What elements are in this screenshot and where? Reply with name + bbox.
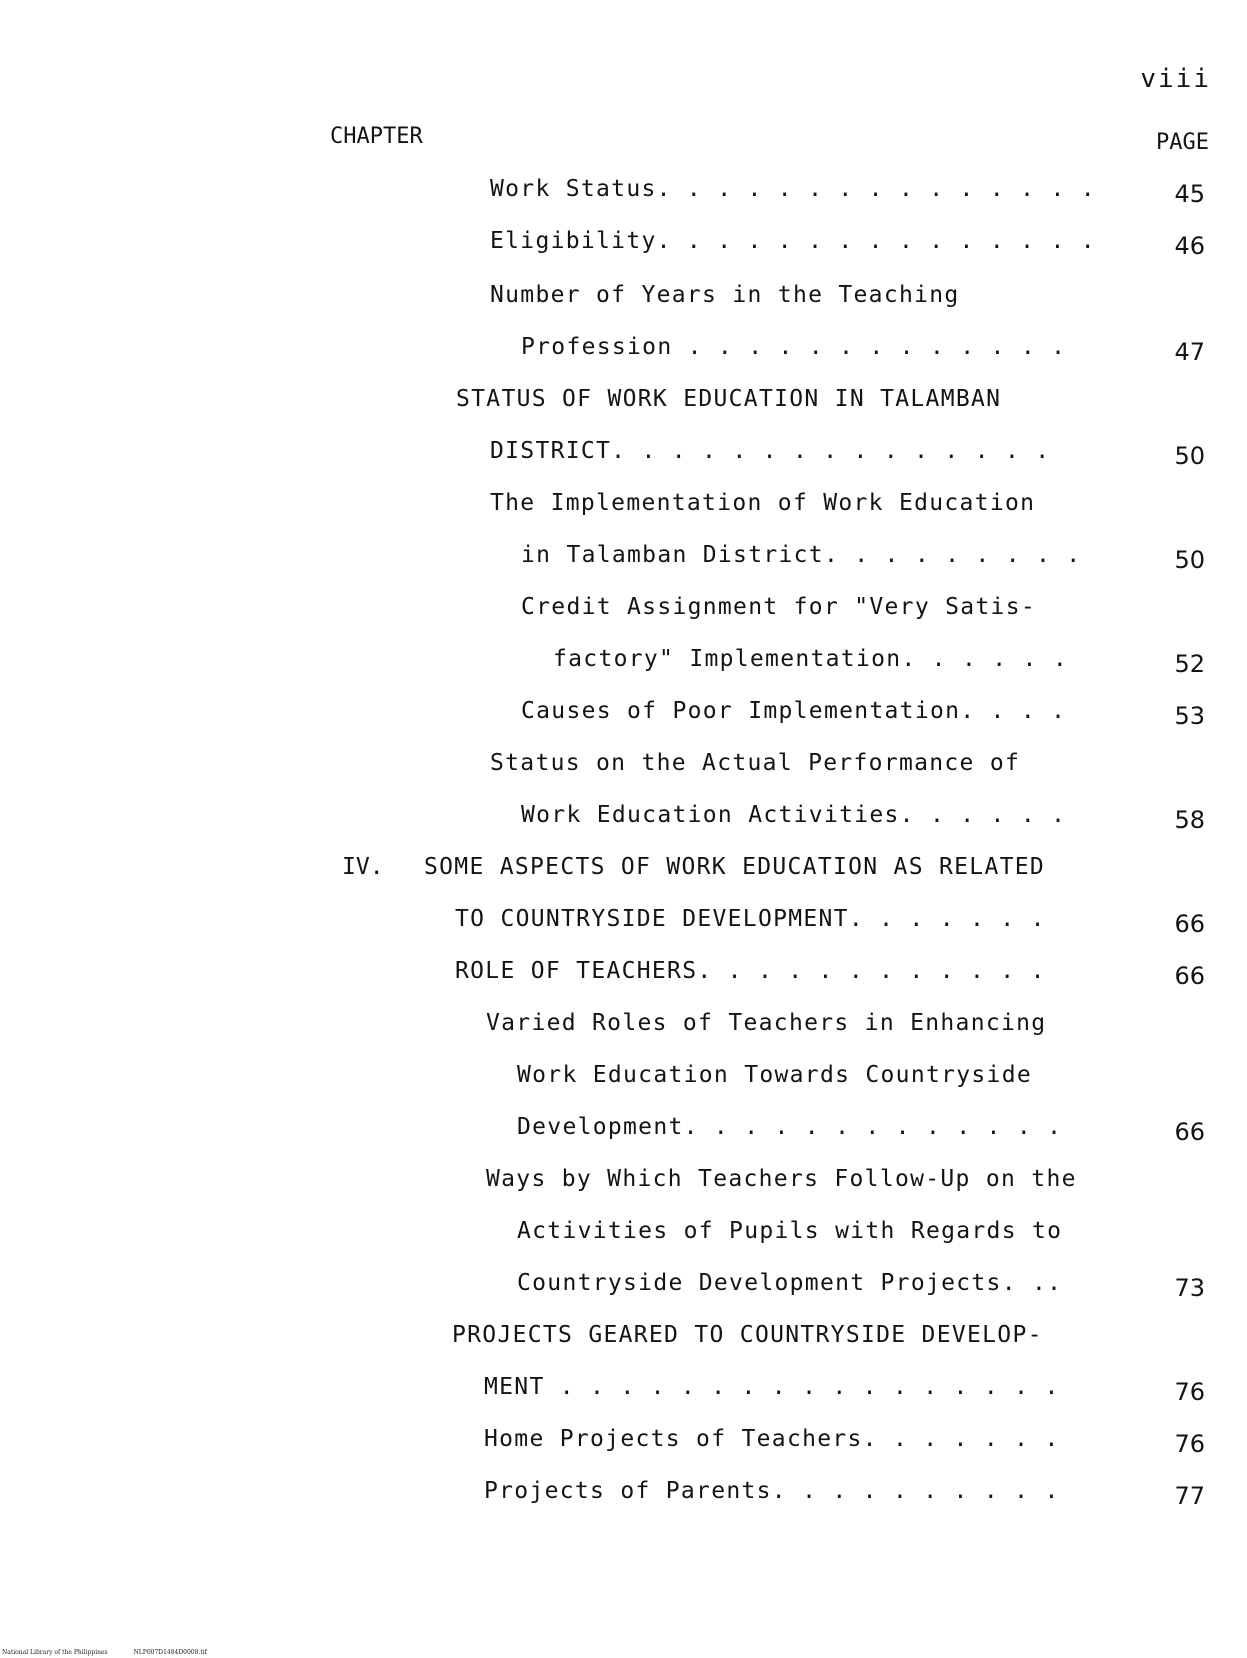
page-heading: PAGE — [1156, 130, 1209, 155]
toc-entry: PROJECTS GEARED TO COUNTRYSIDE DEVELOP- — [452, 1322, 1043, 1348]
toc-page-number: 47 — [1174, 338, 1205, 366]
toc-entry: Projects of Parents. . . . . . . . . . — [484, 1478, 1060, 1504]
toc-entry: TO COUNTRYSIDE DEVELOPMENT. . . . . . . — [455, 906, 1046, 932]
chapter-heading: CHAPTER — [330, 124, 423, 149]
toc-page-number: 46 — [1174, 232, 1205, 260]
footer-library: National Library of the Philippines — [2, 1649, 108, 1656]
toc-page-number: 76 — [1174, 1378, 1205, 1406]
page-number: viii — [1140, 64, 1211, 94]
toc-entry: Status on the Actual Performance of — [490, 750, 1021, 776]
toc-entry: Activities of Pupils with Regards to — [517, 1218, 1063, 1244]
toc-page-number: 58 — [1174, 806, 1205, 834]
toc-entry: Work Education Activities. . . . . . — [521, 802, 1067, 828]
toc-page-number: 77 — [1174, 1482, 1205, 1510]
toc-entry: Credit Assignment for "Very Satis- — [521, 594, 1037, 620]
toc-entry: Work Education Towards Countryside — [517, 1062, 1033, 1088]
toc-page-number: 50 — [1174, 442, 1205, 470]
toc-page-number: 66 — [1174, 1118, 1205, 1146]
toc-entry: Number of Years in the Teaching — [490, 282, 960, 308]
toc-entry: Countryside Development Projects. .. — [517, 1270, 1063, 1296]
toc-entry: SOME ASPECTS OF WORK EDUCATION AS RELATED — [424, 854, 1046, 880]
scan-footer — [2, 1649, 207, 1656]
toc-page-number: 66 — [1174, 962, 1205, 990]
toc-entry: factory" Implementation. . . . . . — [553, 646, 1069, 672]
toc-entry: Varied Roles of Teachers in Enhancing — [486, 1010, 1047, 1036]
toc-page-number: 53 — [1174, 702, 1205, 730]
footer-filename: NLP007D1484D0008.tif — [133, 1649, 207, 1656]
toc-entry: Home Projects of Teachers. . . . . . . — [484, 1426, 1060, 1452]
toc-entry: Causes of Poor Implementation. . . . — [521, 698, 1067, 724]
toc-entry: in Talamban District. . . . . . . . . — [521, 542, 1082, 568]
toc-page-number: 45 — [1174, 180, 1205, 208]
toc-page-number: 50 — [1174, 546, 1205, 574]
toc-page-number: 76 — [1174, 1430, 1205, 1458]
toc-entry: The Implementation of Work Education — [490, 490, 1036, 516]
toc-page-number: 66 — [1174, 910, 1205, 938]
toc-page-number: 52 — [1174, 650, 1205, 678]
toc-page-number: 73 — [1174, 1274, 1205, 1302]
toc-entry: Ways by Which Teachers Follow-Up on the — [486, 1166, 1077, 1192]
toc-entry: DISTRICT. . . . . . . . . . . . . . . — [490, 438, 1051, 464]
toc-entry: Development. . . . . . . . . . . . . — [517, 1114, 1063, 1140]
chapter-numeral: IV. — [342, 854, 384, 880]
toc-entry: MENT . . . . . . . . . . . . . . . . . — [484, 1374, 1060, 1400]
toc-entry: Eligibility. . . . . . . . . . . . . . . — [490, 228, 1096, 254]
toc-entry: Profession . . . . . . . . . . . . . — [521, 334, 1067, 360]
toc-entry: Work Status. . . . . . . . . . . . . . . — [490, 176, 1096, 202]
toc-entry: ROLE OF TEACHERS. . . . . . . . . . . . — [455, 958, 1046, 984]
toc-entry: STATUS OF WORK EDUCATION IN TALAMBAN — [456, 386, 1002, 412]
